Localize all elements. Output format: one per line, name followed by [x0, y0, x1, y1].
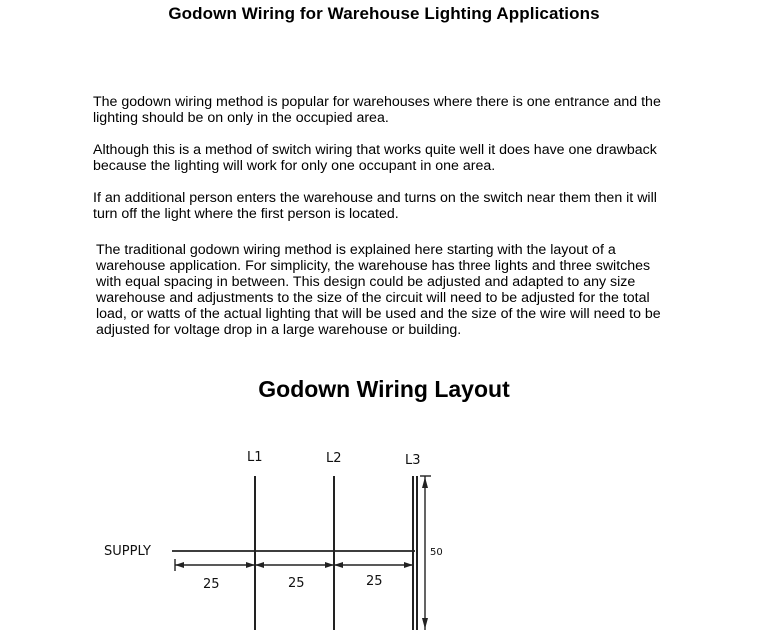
light-label-l1: L1: [247, 450, 263, 465]
supply-label: SUPPLY: [104, 544, 151, 559]
spacing-label-3: 25: [366, 574, 383, 589]
side-dimension-arrow-top: [422, 477, 428, 488]
spacing-label-1: 25: [203, 577, 220, 592]
side-dimension-arrow-bottom: [422, 618, 428, 629]
spacing-label-2: 25: [288, 576, 305, 591]
paragraph-intro: The godown wiring method is popular for warehouses where there is one entrance and the lighting should be on only in the occupied area.: [93, 94, 661, 126]
dimension-arrow-l2-left: [325, 562, 334, 568]
paragraph-additional-person: If an additional person enters the warehouse and turns on the switch near them then it will turn off the light where the first person is located.: [93, 190, 657, 222]
godown-wiring-diagram: [0, 430, 768, 630]
dimension-arrow-l1-right: [255, 562, 264, 568]
light-label-l3: L3: [405, 453, 421, 468]
paragraph-traditional-method: The traditional godown wiring method is explained here starting with the layout of a warehouse application. For simplicity, the warehouse has three lights and three switches with equal spacing in between. This design could be adjusted and adapted to any size warehouse and adjustments to the size of the circuit will need to be adjusted for the total load, or watts of the actual lighting that will be used and the size of the wire will need to be adjusted for voltage drop in a large warehouse or building.: [96, 242, 661, 338]
side-dimension-label: 50: [430, 547, 443, 558]
light-label-l2: L2: [326, 451, 342, 466]
paragraph-drawback: Although this is a method of switch wiring that works quite well it does have one drawback because the lighting will work for only one occupant in one area.: [93, 142, 657, 174]
dimension-arrow-l2-right: [334, 562, 343, 568]
document-title: Godown Wiring for Warehouse Lighting Applications: [168, 4, 600, 23]
dimension-arrow-l1-left: [246, 562, 255, 568]
dimension-arrow-end: [404, 562, 413, 568]
dimension-arrow-start: [175, 562, 184, 568]
diagram-title: Godown Wiring Layout: [258, 376, 510, 402]
